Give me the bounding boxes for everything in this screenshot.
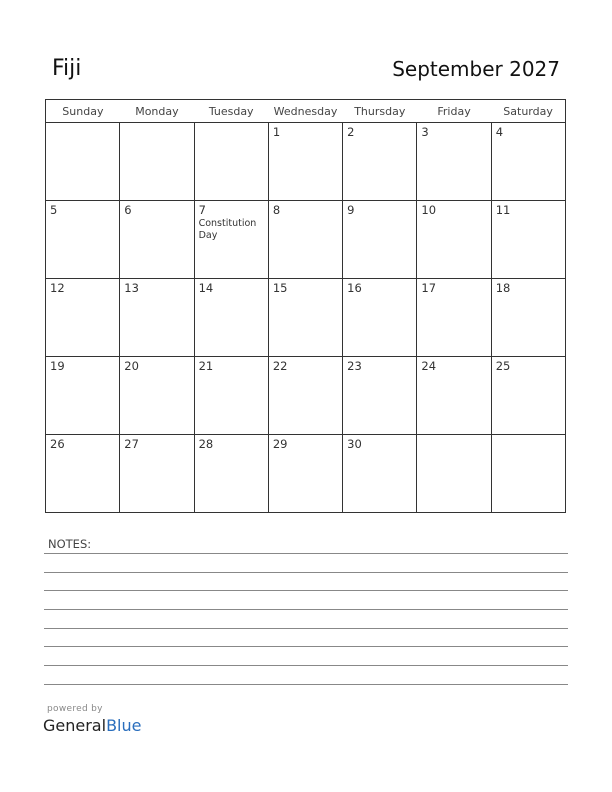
day-number: 29 [272, 437, 288, 451]
week-row [46, 279, 566, 357]
day-number: 25 [495, 359, 511, 373]
day-cell[interactable] [194, 279, 268, 357]
day-cell[interactable] [491, 357, 565, 435]
day-cell[interactable] [194, 201, 268, 279]
calendar-grid [45, 99, 566, 513]
note-line [44, 628, 568, 629]
week-row [46, 123, 566, 201]
day-number: 7 [198, 203, 206, 217]
day-number: 1 [272, 125, 281, 139]
day-cell[interactable] [120, 357, 194, 435]
day-cell[interactable] [120, 435, 194, 513]
day-number: 3 [421, 125, 429, 139]
day-cell[interactable] [343, 435, 417, 513]
logo-blue: Blue [106, 716, 142, 735]
day-number: 27 [124, 437, 139, 451]
day-cell[interactable] [343, 201, 417, 279]
day-number: 30 [347, 437, 362, 451]
logo-general: General [43, 716, 107, 735]
week-row [46, 201, 566, 279]
day-number: 14 [198, 281, 214, 295]
day-cell[interactable] [194, 435, 268, 513]
day-number: 2 [347, 125, 355, 139]
day-number: 18 [495, 281, 511, 295]
day-cell[interactable] [343, 357, 417, 435]
day-cell[interactable] [417, 435, 491, 513]
week-row [46, 357, 566, 435]
weekday-thursday: Thursday [343, 100, 417, 123]
day-number: 5 [50, 203, 58, 217]
day-number: 10 [421, 203, 437, 217]
day-number: 15 [272, 281, 288, 295]
day-number: 22 [272, 359, 288, 373]
day-cell[interactable] [343, 123, 417, 201]
day-cell[interactable] [491, 201, 565, 279]
day-cell[interactable] [46, 201, 120, 279]
day-cell[interactable] [46, 357, 120, 435]
notes-label: NOTES: [48, 537, 92, 551]
weekday-wednesday: Wednesday [268, 100, 342, 123]
generalblue-logo [43, 716, 141, 735]
day-cell[interactable] [194, 123, 268, 201]
note-line [44, 646, 568, 647]
day-number: 4 [495, 125, 504, 139]
weekday-header-row [46, 100, 566, 123]
day-cell[interactable] [417, 279, 491, 357]
day-number: 8 [272, 203, 281, 217]
note-line [44, 572, 568, 573]
day-number: 28 [198, 437, 214, 451]
day-cell[interactable] [268, 123, 342, 201]
day-cell[interactable] [120, 201, 194, 279]
day-number: 19 [50, 359, 65, 373]
day-number: 13 [124, 281, 139, 295]
note-line [44, 553, 568, 554]
month-title: September 2027 [392, 57, 560, 81]
note-line [44, 684, 568, 685]
weekday-saturday: Saturday [491, 100, 565, 123]
day-number: 23 [347, 359, 362, 373]
day-cell[interactable] [491, 435, 565, 513]
day-cell[interactable] [417, 357, 491, 435]
weekday-monday: Monday [120, 100, 194, 123]
day-cell[interactable] [491, 123, 565, 201]
day-cell[interactable] [268, 279, 342, 357]
day-number: 12 [50, 281, 65, 295]
day-cell[interactable] [120, 279, 194, 357]
day-cell[interactable] [194, 357, 268, 435]
weekday-sunday: Sunday [46, 100, 120, 123]
day-number: 26 [50, 437, 65, 451]
day-cell[interactable] [46, 435, 120, 513]
day-cell[interactable] [268, 201, 342, 279]
day-cell[interactable] [343, 279, 417, 357]
country-title: Fiji [52, 56, 82, 81]
holiday-label: Constitution Day [198, 218, 257, 241]
weekday-tuesday: Tuesday [194, 100, 268, 123]
day-number: 11 [495, 203, 511, 217]
day-cell[interactable] [491, 279, 565, 357]
day-number: 16 [347, 281, 362, 295]
day-number: 20 [124, 359, 139, 373]
day-number: 21 [198, 359, 214, 373]
day-number: 17 [421, 281, 437, 295]
note-line [44, 609, 568, 610]
note-line [44, 665, 568, 666]
day-cell[interactable] [417, 123, 491, 201]
day-cell[interactable] [268, 435, 342, 513]
day-number: 24 [421, 359, 437, 373]
day-cell[interactable] [120, 123, 194, 201]
note-line [44, 590, 568, 591]
day-cell[interactable] [46, 123, 120, 201]
day-cell[interactable] [268, 357, 342, 435]
weekday-friday: Friday [417, 100, 491, 123]
powered-by-text: powered by [47, 704, 103, 714]
day-number: 6 [124, 203, 132, 217]
day-cell[interactable] [417, 201, 491, 279]
week-row [46, 435, 566, 513]
day-cell[interactable] [46, 279, 120, 357]
day-number: 9 [347, 203, 355, 217]
